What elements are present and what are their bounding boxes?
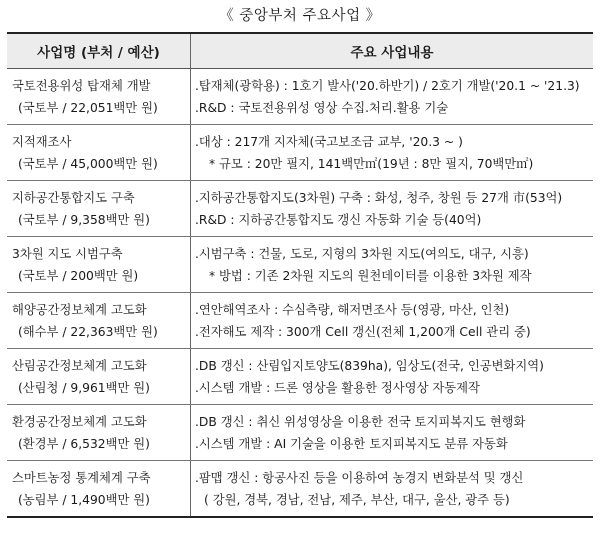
project-name: 국토전용위성 탑재체 개발 [12,78,151,93]
content-cell [191,237,594,293]
table-row [7,405,593,461]
table-row [7,125,593,181]
project-name: 지적재조사 [12,134,72,149]
project-name: 해양공간정보체계 고도화 [12,302,147,317]
header-project-name: 사업명 (부처 / 예산) [7,33,191,69]
project-budget: (산림청 / 9,961백만 원) [18,380,150,395]
project-budget: (국토부 / 22,051백만 원) [18,100,158,115]
project-cell [7,405,191,461]
content-cell [191,69,594,125]
project-budget: (국토부 / 45,000백만 원) [18,156,158,171]
table-row [7,293,593,349]
content-line: .시범구축 : 건물, 도로, 지형의 3차원 지도(여의도, 대구, 시흥) [195,246,529,261]
document-title: 《 중앙부처 주요사업 》 [219,8,381,24]
project-budget: (농림부 / 1,490백만 원) [18,492,150,507]
table-header-row [7,33,593,69]
content-line: .DB 갱신 : 산림입지토양도(839ha), 임상도(전국, 인공변화지역) [195,358,544,373]
table-row [7,181,593,237]
project-cell [7,461,191,518]
project-cell [7,293,191,349]
content-cell [191,125,594,181]
project-cell [7,349,191,405]
content-line: ( 강원, 경북, 경남, 전남, 제주, 부산, 대구, 울산, 광주 등) [204,492,510,507]
project-budget: (국토부 / 200백만 원) [18,268,139,283]
content-line: * 방법 : 기존 2차원 지도의 원천데이터를 이용한 3차원 제작 [209,268,532,283]
table-row [7,69,593,125]
content-cell [191,349,594,405]
content-cell [191,181,594,237]
content-line: .R&D : 국토전용위성 영상 수집.처리.활용 기술 [195,100,449,115]
project-name: 산림공간정보체계 고도화 [12,358,147,373]
project-cell [7,125,191,181]
content-line: * 규모 : 20만 필지, 141백만㎡(19년 : 8만 필지, 70백만㎡) [209,156,534,171]
header-project-content: 주요 사업내용 [191,33,594,69]
content-line: .팜맵 갱신 : 항공사진 등을 이용하여 농경지 변화분석 및 갱신 [195,470,524,485]
project-name: 환경공간정보체계 고도화 [12,414,147,429]
content-line: .대상 : 217개 지자체(국고보조금 교부, '20.3 ~ ) [195,134,463,149]
project-budget: (해수부 / 22,363백만 원) [18,324,158,339]
content-line: .시스템 개발 : 드론 영상을 활용한 정사영상 자동제작 [195,380,480,395]
content-cell [191,293,594,349]
content-cell [191,405,594,461]
project-name: 지하공간통합지도 구축 [12,190,135,205]
content-line: .시스템 개발 : AI 기술을 이용한 토지피복지도 분류 자동화 [195,436,508,451]
project-name: 3차원 지도 시범구축 [12,246,123,261]
project-budget: (국토부 / 9,358백만 원) [18,212,150,227]
content-line: .전자해도 제작 : 300개 Cell 갱신(전체 1,200개 Cell 관리 중) [195,324,531,339]
project-cell [7,181,191,237]
content-line: .DB 갱신 : 취신 위성영상을 이용한 전국 토지피복지도 현행화 [195,414,526,429]
projects-table [7,32,593,518]
table-row [7,237,593,293]
content-line: .R&D : 지하공간통합지도 갱신 자동화 기술 등(40억) [195,212,482,227]
project-cell [7,237,191,293]
project-name: 스마트농정 통계체계 구축 [12,470,151,485]
table-row [7,461,593,518]
content-line: .지하공간통합지도(3차원) 구축 : 화성, 청주, 창원 등 27개 市(53억) [195,190,563,205]
content-cell [191,461,594,518]
content-line: .탑재체(광학용) : 1호기 발사('20.하반기) / 2호기 개발('20.1 ~ '21.3) [195,78,580,93]
project-cell [7,69,191,125]
project-budget: (환경부 / 6,532백만 원) [18,436,150,451]
content-line: .연안해역조사 : 수심측량, 해저면조사 등(영광, 마산, 인천) [195,302,510,317]
table-row [7,349,593,405]
